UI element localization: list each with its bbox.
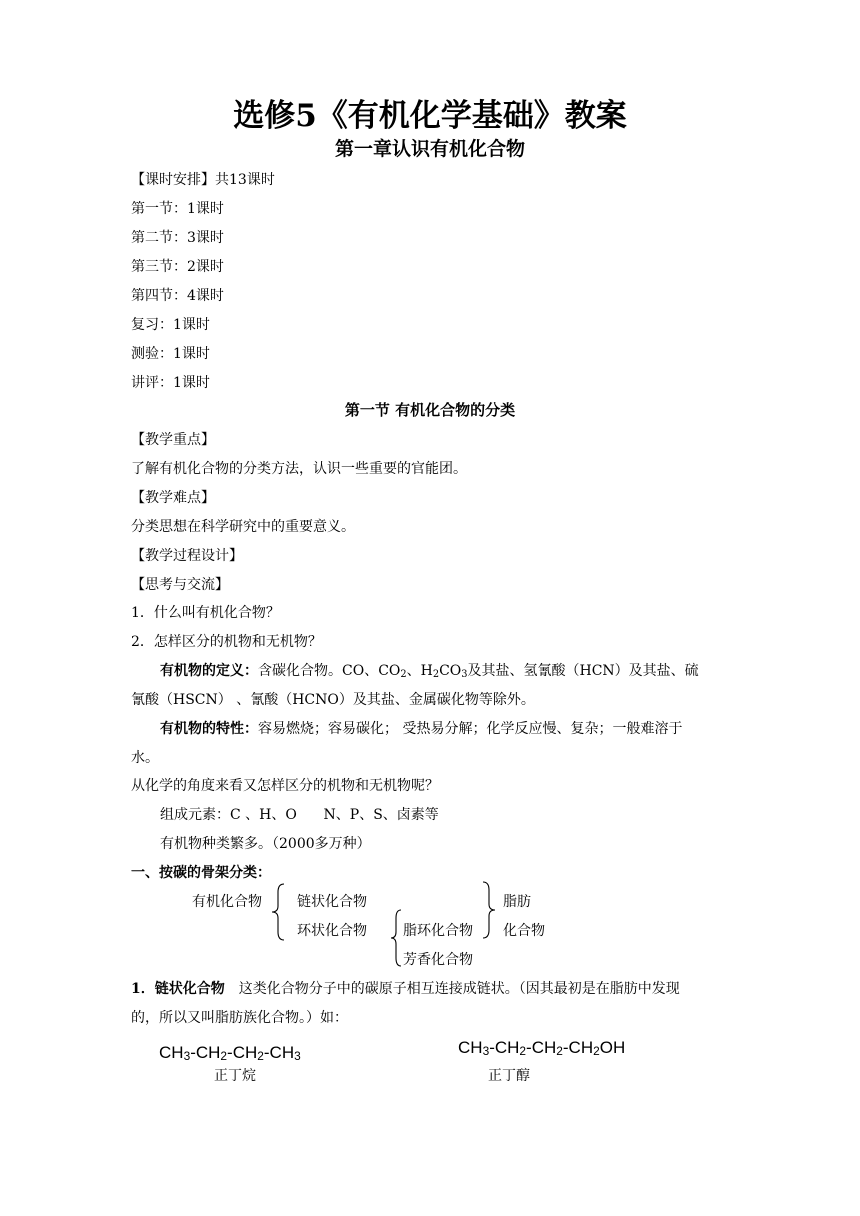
schedule-item: 第四节：4课时 xyxy=(131,288,224,304)
difficulties-text: 分类思想在科学研究中的重要意义。 xyxy=(131,519,355,535)
chain-compounds-line-1: 1．链状化合物 这类化合物分子中的碳原子相互连接成链状。（因其最初是在脂肪中发现 xyxy=(131,981,680,997)
right-brace-icon xyxy=(481,880,497,940)
tree-root-organic: 有机化合物 xyxy=(192,894,262,910)
definition-label: 有机物的定义： xyxy=(160,663,258,679)
schedule-item: 复习：1课时 xyxy=(131,317,210,333)
tree-node-fatty-bottom: 化合物 xyxy=(503,923,545,939)
chain-compounds-label: 1．链状化合物 xyxy=(131,981,225,997)
document-title: 选修5《有机化学基础》教案 xyxy=(233,98,627,134)
left-brace-icon xyxy=(270,882,286,942)
process-heading: 【教学过程设计】 xyxy=(131,548,243,564)
properties-line-1: 有机物的特性：容易燃烧；容易碳化； 受热易分解；化学反应慢、复杂；一般难溶于 xyxy=(160,721,683,737)
butane-name: 正丁烷 xyxy=(214,1068,256,1084)
chem-angle-question: 从化学的角度来看又怎样区分的机物和无机物呢？ xyxy=(131,778,439,794)
butanol-formula: $CH_3-CH_2-CH_2-CH_2OH$ xyxy=(458,1038,626,1058)
butanol-name: 正丁醇 xyxy=(488,1068,530,1084)
schedule-item: 第一节：1课时 xyxy=(131,201,224,217)
schedule-item: 测验：1课时 xyxy=(131,346,210,362)
schedule-item: 第二节：3课时 xyxy=(131,230,224,246)
tree-node-fatty-top: 脂肪 xyxy=(503,894,531,910)
question-2: 2．怎样区分的机物和无机物？ xyxy=(131,634,322,650)
tree-node-alicyclic: 脂环化合物 xyxy=(403,923,473,939)
question-1: 1．什么叫有机化合物？ xyxy=(131,605,280,621)
chain-compounds-line-2: 的，所以又叫脂肪族化合物。）如： xyxy=(131,1010,348,1026)
tree-node-aromatic: 芳香化合物 xyxy=(403,952,473,968)
composition-elements: 组成元素：C 、H、O N、P、S、卤素等 xyxy=(160,807,439,823)
tree-node-ring: 环状化合物 xyxy=(297,923,367,939)
properties-label: 有机物的特性： xyxy=(160,721,258,737)
definition-line-1: 有机物的定义：含碳化合物。CO、$CO_2$、$H_2CO_3$及其盐、氢氰酸（HCN）及其盐、硫 xyxy=(160,663,699,680)
properties-line-2: 水。 xyxy=(131,750,159,766)
definition-line-2: 氰酸（HSCN） 、氰酸（HCNO）及其盐、金属碳化物等除外。 xyxy=(131,692,535,708)
discussion-heading: 【思考与交流】 xyxy=(131,577,229,593)
schedule-header: 【课时安排】共13课时 xyxy=(131,172,275,188)
tree-node-chain: 链状化合物 xyxy=(297,894,367,910)
key-points-heading: 【教学重点】 xyxy=(131,432,215,448)
schedule-item: 讲评：1课时 xyxy=(131,375,210,391)
butane-formula: $CH_3-CH_2-CH_2-CH_3$ xyxy=(159,1043,301,1063)
classification-heading: 一、按碳的骨架分类： xyxy=(131,865,271,881)
key-points-text: 了解有机化合物的分类方法，认识一些重要的官能团。 xyxy=(131,461,467,477)
schedule-item: 第三节：2课时 xyxy=(131,259,224,275)
chapter-title: 第一章认识有机化合物 xyxy=(334,138,525,160)
variety-note: 有机物种类繁多。（2000多万种） xyxy=(160,836,371,852)
difficulties-heading: 【教学难点】 xyxy=(131,490,215,506)
section-title: 第一节 有机化合物的分类 xyxy=(344,401,516,419)
left-brace-icon xyxy=(389,908,403,968)
